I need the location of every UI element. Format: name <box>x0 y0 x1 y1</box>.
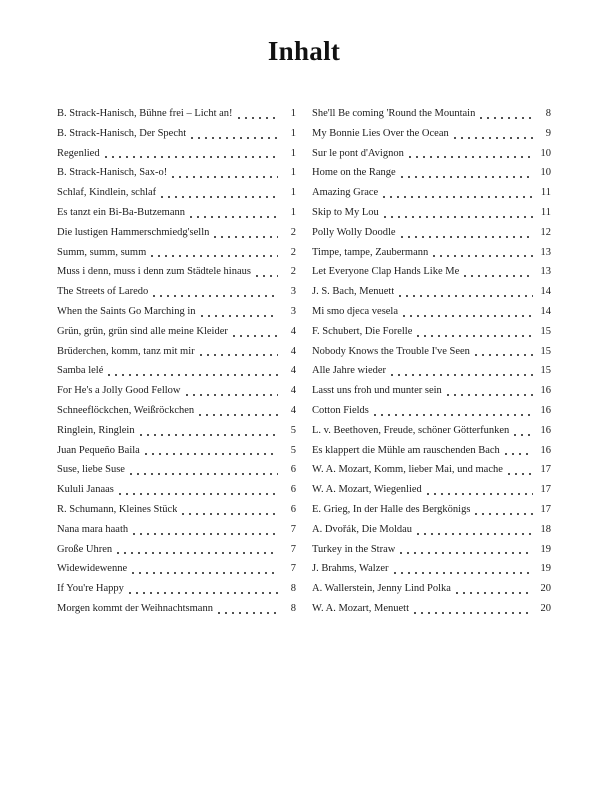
entry-title: She'll Be coming 'Round the Mountain <box>312 108 476 119</box>
entry-title: Samba lelé <box>57 365 104 377</box>
dot-leader <box>422 480 538 500</box>
entry-page-number: 6 <box>290 484 296 496</box>
entry-title: The Streets of Laredo <box>57 286 149 298</box>
entry-title: Es tanzt ein Bi-Ba-Butzemann <box>57 206 186 218</box>
dot-leader <box>451 579 538 599</box>
entry-title: F. Schubert, Die Forelle <box>312 325 413 337</box>
toc-entry <box>57 322 296 342</box>
dot-leader <box>459 262 538 282</box>
toc-entry <box>312 322 551 342</box>
dot-leader <box>112 540 283 560</box>
toc-entry <box>312 381 551 401</box>
dot-leader <box>186 124 283 144</box>
toc-entry <box>312 599 551 619</box>
dot-leader <box>167 163 283 183</box>
dot-leader <box>148 282 283 302</box>
toc-entry <box>57 163 296 183</box>
toc-entry <box>312 520 551 540</box>
entry-page-number: 3 <box>290 305 296 317</box>
toc-entry <box>57 203 296 223</box>
entry-title: Alle Jahre wieder <box>312 365 387 377</box>
entry-page-number: 16 <box>540 385 551 397</box>
entry-page-number: 10 <box>540 167 551 179</box>
entry-page-number: 15 <box>540 345 551 357</box>
entry-page-number: 4 <box>290 365 296 377</box>
entry-title: E. Grieg, In der Halle des Bergkönigs <box>312 503 471 515</box>
toc-entry <box>57 480 296 500</box>
toc-entry <box>312 243 551 263</box>
dot-leader <box>135 421 283 441</box>
entry-page-number: 10 <box>540 147 551 159</box>
dot-leader <box>470 500 538 520</box>
entry-page-number: 7 <box>290 563 296 575</box>
dot-leader <box>140 441 283 461</box>
entry-title: Brüderchen, komm, tanz mit mir <box>57 345 195 357</box>
toc-entry <box>312 421 551 441</box>
toc-columns <box>57 104 551 619</box>
toc-entry <box>57 520 296 540</box>
dot-leader <box>213 599 283 619</box>
entry-page-number: 16 <box>540 444 551 456</box>
entry-title: Turkey in the Straw <box>312 543 396 555</box>
dot-leader <box>177 500 283 520</box>
toc-entry <box>57 500 296 520</box>
toc-entry <box>312 183 551 203</box>
toc-entry <box>57 124 296 144</box>
entry-title: W. A. Mozart, Wiegenlied <box>312 484 422 496</box>
entry-page-number: 17 <box>540 484 551 496</box>
entry-title: For He's a Jolly Good Fellow <box>57 385 181 397</box>
toc-right-column <box>312 104 551 619</box>
dot-leader <box>124 579 283 599</box>
entry-page-number: 9 <box>545 127 551 139</box>
entry-page-number: 1 <box>290 127 296 139</box>
toc-entry <box>312 579 551 599</box>
dot-leader <box>398 302 538 322</box>
entry-page-number: 5 <box>290 424 296 436</box>
entry-page-number: 4 <box>290 404 296 416</box>
entry-title: My Bonnie Lies Over the Ocean <box>312 127 449 139</box>
toc-entry <box>57 302 296 322</box>
entry-title: Let Everyone Clap Hands Like Me <box>312 266 460 278</box>
entry-title: B. Strack-Hanisch, Der Specht <box>57 127 187 139</box>
dot-leader <box>369 401 538 421</box>
toc-entry <box>312 460 551 480</box>
toc-entry <box>312 203 551 223</box>
toc-entry <box>57 540 296 560</box>
toc-entry <box>312 262 551 282</box>
toc-entry <box>57 342 296 362</box>
toc-entry <box>312 361 551 381</box>
dot-leader <box>251 262 283 282</box>
dot-leader <box>389 559 538 579</box>
entry-title: Es klappert die Mühle am rauschenden Bach <box>312 444 500 456</box>
toc-entry <box>57 381 296 401</box>
toc-entry <box>57 183 296 203</box>
toc-entry <box>312 480 551 500</box>
entry-page-number: 13 <box>540 266 551 278</box>
toc-entry <box>57 421 296 441</box>
entry-title: Widewidewenne <box>57 563 128 575</box>
entry-page-number: 16 <box>540 404 551 416</box>
entry-page-number: 19 <box>540 563 551 575</box>
entry-page-number: 3 <box>290 286 296 298</box>
entry-page-number: 19 <box>540 543 551 555</box>
dot-leader <box>125 460 283 480</box>
dot-leader <box>386 361 538 381</box>
entry-page-number: 14 <box>540 286 551 298</box>
entry-title: B. Strack-Hanisch, Bühne frei – Licht an! <box>57 108 233 119</box>
entry-page-number: 4 <box>290 325 296 337</box>
entry-title: W. A. Mozart, Komm, lieber Mai, und mache <box>312 464 503 476</box>
dot-leader <box>103 361 283 381</box>
entry-page-number: 14 <box>540 305 551 317</box>
toc-entry <box>312 124 551 144</box>
toc-entry <box>312 223 551 243</box>
dot-leader <box>409 599 538 619</box>
entry-page-number: 12 <box>540 226 551 238</box>
dot-leader <box>185 203 283 223</box>
dot-leader <box>449 124 538 144</box>
toc-entry <box>57 243 296 263</box>
dot-leader <box>470 342 538 362</box>
entry-page-number: 18 <box>540 523 551 535</box>
entry-page-number: 20 <box>540 583 551 595</box>
entry-page-number: 6 <box>290 503 296 515</box>
dot-leader <box>378 183 538 203</box>
entry-page-number: 7 <box>290 523 296 535</box>
toc-entry <box>57 223 296 243</box>
dot-leader <box>209 223 283 243</box>
toc-entry <box>57 401 296 421</box>
entry-page-number: 15 <box>540 365 551 377</box>
entry-page-number: 15 <box>540 325 551 337</box>
toc-entry <box>312 559 551 579</box>
entry-page-number: 6 <box>290 464 296 476</box>
entry-title: If You're Happy <box>57 583 124 595</box>
entry-page-number: 11 <box>540 206 551 218</box>
toc-entry <box>312 282 551 302</box>
entry-title: Kululi Janaas <box>57 484 114 496</box>
entry-page-number: 1 <box>290 206 296 218</box>
entry-title: Die lustigen Hammerschmiedg'selln <box>57 226 210 238</box>
entry-title: Summ, summ, summ <box>57 246 147 258</box>
entry-page-number: 13 <box>540 246 551 258</box>
dot-leader <box>442 381 538 401</box>
entry-page-number: 17 <box>540 464 551 476</box>
dot-leader <box>114 480 283 500</box>
entry-page-number: 11 <box>540 187 551 199</box>
dot-leader <box>475 104 538 124</box>
entry-title: Sur le pont d'Avignon <box>312 147 404 159</box>
dot-leader <box>404 144 538 164</box>
toc-entry <box>312 441 551 461</box>
dot-leader <box>503 460 538 480</box>
entry-title: Home on the Range <box>312 167 396 179</box>
entry-title: Mi smo djeca vesela <box>312 305 399 317</box>
entry-page-number: 2 <box>290 266 296 278</box>
entry-page-number: 8 <box>545 108 551 119</box>
dot-leader <box>428 243 538 263</box>
entry-title: Regenlied <box>57 147 100 159</box>
dot-leader <box>195 342 283 362</box>
toc-entry <box>57 460 296 480</box>
entry-title: Große Uhren <box>57 543 113 555</box>
entry-page-number: 7 <box>290 543 296 555</box>
toc-entry <box>312 163 551 183</box>
toc-entry <box>57 262 296 282</box>
entry-title: Ringlein, Ringlein <box>57 424 135 436</box>
entry-title: Schlaf, Kindlein, schlaf <box>57 187 157 199</box>
dot-leader <box>395 540 538 560</box>
entry-title: Juan Pequeño Baila <box>57 444 140 456</box>
toc-left-column <box>57 104 296 619</box>
entry-title: Grün, grün, grün sind alle meine Kleider <box>57 325 228 337</box>
dot-leader <box>412 322 538 342</box>
toc-entry <box>312 401 551 421</box>
entry-page-number: 1 <box>290 147 296 159</box>
toc-entry <box>57 144 296 164</box>
entry-page-number: 2 <box>290 246 296 258</box>
entry-page-number: 5 <box>290 444 296 456</box>
toc-entry <box>312 144 551 164</box>
entry-page-number: 20 <box>540 602 551 614</box>
entry-page-number: 16 <box>540 424 551 436</box>
entry-page-number: 1 <box>290 167 296 179</box>
entry-title: Schneeflöckchen, Weißröckchen <box>57 404 195 416</box>
entry-title: A. Wallerstein, Jenny Lind Polka <box>312 583 451 595</box>
toc-entry <box>57 579 296 599</box>
entry-title: Polly Wolly Doodle <box>312 226 396 238</box>
entry-title: R. Schumann, Kleines Stück <box>57 503 178 515</box>
entry-page-number: 8 <box>290 602 296 614</box>
dot-leader <box>396 223 538 243</box>
dot-leader <box>228 322 283 342</box>
dot-leader <box>156 183 283 203</box>
entry-page-number: 2 <box>290 226 296 238</box>
toc-entry <box>57 104 296 124</box>
entry-page-number: 4 <box>290 385 296 397</box>
dot-leader <box>500 441 538 461</box>
page-title: Inhalt <box>267 36 341 66</box>
toc-entry <box>312 540 551 560</box>
entry-title: B. Strack-Hanisch, Sax-o! <box>57 167 168 179</box>
entry-title: J. S. Bach, Menuett <box>312 286 395 298</box>
entry-page-number: 17 <box>540 503 551 515</box>
toc-entry <box>57 441 296 461</box>
dot-leader <box>379 203 538 223</box>
entry-title: Skip to My Lou <box>312 206 379 218</box>
entry-title: Cotton Fields <box>312 404 369 416</box>
dot-leader <box>127 559 283 579</box>
dot-leader <box>396 163 538 183</box>
toc-entry <box>57 361 296 381</box>
dot-leader <box>194 401 283 421</box>
dot-leader <box>509 421 538 441</box>
entry-title: A. Dvořák, Die Moldau <box>312 523 413 535</box>
dot-leader <box>146 243 283 263</box>
entry-page-number: 4 <box>290 345 296 357</box>
entry-title: Muss i denn, muss i denn zum Städtele hinaus <box>57 266 251 278</box>
entry-title: Timpe, tampe, Zaubermann <box>312 246 429 258</box>
toc-entry <box>312 104 551 124</box>
dot-leader <box>181 381 283 401</box>
entry-title: Amazing Grace <box>312 187 379 199</box>
entry-title: W. A. Mozart, Menuett <box>312 602 410 614</box>
entry-page-number: 1 <box>290 108 296 119</box>
entry-title: J. Brahms, Walzer <box>312 563 389 575</box>
entry-title: Nana mara haath <box>57 523 129 535</box>
toc-entry <box>312 500 551 520</box>
entry-page-number: 1 <box>290 187 296 199</box>
toc-entry <box>312 302 551 322</box>
toc-entry <box>57 559 296 579</box>
dot-leader <box>100 144 283 164</box>
dot-leader <box>128 520 283 540</box>
entry-title: Lasst uns froh und munter sein <box>312 385 442 397</box>
entry-title: Nobody Knows the Trouble I've Seen <box>312 345 470 357</box>
entry-page-number: 8 <box>290 583 296 595</box>
dot-leader <box>412 520 538 540</box>
dot-leader <box>394 282 538 302</box>
dot-leader <box>233 104 283 124</box>
toc-entry <box>57 282 296 302</box>
entry-title: Morgen kommt der Weihnachtsmann <box>57 602 213 614</box>
entry-title: Suse, liebe Suse <box>57 464 125 476</box>
entry-title: When the Saints Go Marching in <box>57 305 196 317</box>
dot-leader <box>196 302 283 322</box>
toc-entry <box>312 342 551 362</box>
toc-entry <box>57 599 296 619</box>
entry-title: L. v. Beethoven, Freude, schöner Götterfunken <box>312 424 510 436</box>
